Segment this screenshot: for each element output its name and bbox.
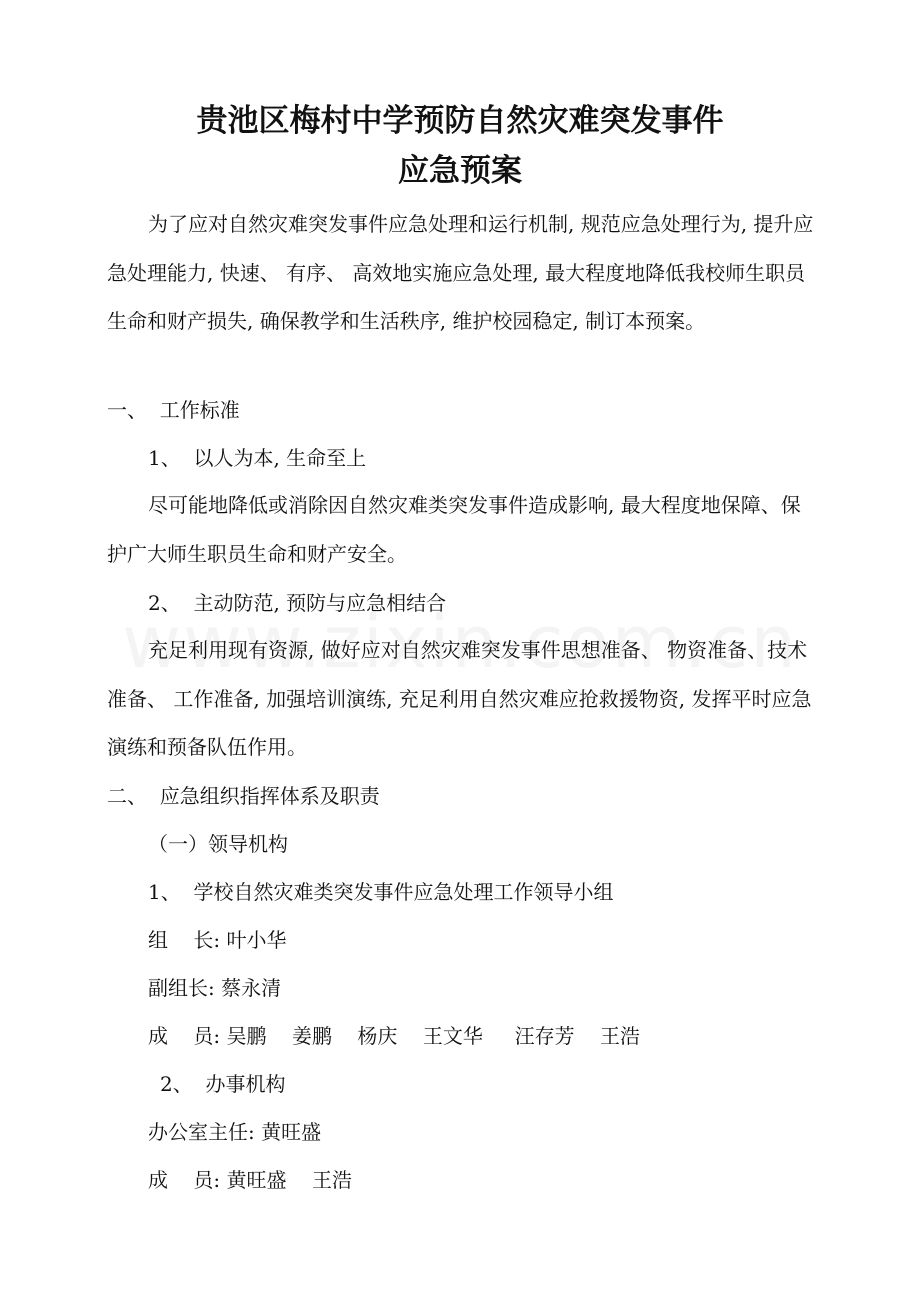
office-director-line: 办公室主任: 黄旺盛 xyxy=(148,1120,322,1144)
office-members-line: 成 员: 黄旺盛 王浩 xyxy=(148,1168,352,1192)
sub-heading-leadership: （一）领导机构 xyxy=(148,832,288,856)
item-heading-office: 2、 办事机构 xyxy=(160,1072,286,1096)
vice-leader-line: 副组长: 蔡永清 xyxy=(148,976,282,1000)
intro-paragraph: 为了应对自然灾难突发事件应急处理和运行机制, 规范应急处理行为, 提升应急处理能力, 快速、 有序、 高效地实施应急处理, 最大程度地降低我校师生职员生命和财产损失, 确保教学和生活秩序, 维护校园稳定, 制订本预案。 xyxy=(107,212,814,333)
item-heading-1: 1、 以人为本, 生命至上 xyxy=(148,446,367,470)
document-title: 贵池区梅村中学预防自然灾难突发事件 xyxy=(196,103,724,139)
item-paragraph-1: 尽可能地降低或消除因自然灾难类突发事件造成影响, 最大程度地保障、保护广大师生职员生命和财产安全。 xyxy=(107,493,801,566)
item-paragraph-2: 充足利用现有资源, 做好应对自然灾难突发事件思想准备、 物资准备、技术准备、 工作准备, 加强培训演练, 充足利用自然灾难应抢救援物资, 发挥平时应急演练和预备队伍作用。 xyxy=(107,638,812,759)
document-subtitle: 应急预案 xyxy=(398,153,522,189)
leader-line: 组 长: 叶小华 xyxy=(148,928,287,952)
item-heading-leading-group: 1、 学校自然灾难类突发事件应急处理工作领导小组 xyxy=(148,880,614,904)
section-heading-1: 一、 工作标准 xyxy=(107,398,240,422)
item-heading-2: 2、 主动防范, 预防与应急相结合 xyxy=(148,591,447,615)
section-heading-2: 二、 应急组织指挥体系及职责 xyxy=(107,784,380,808)
members-line: 成 员: 吴鹏 姜鹏 杨庆 王文华 汪存芳 王浩 xyxy=(148,1024,641,1048)
